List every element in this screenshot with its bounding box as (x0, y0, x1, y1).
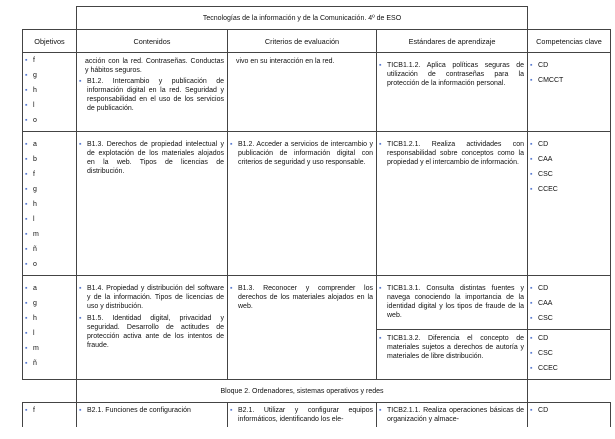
list-item: ▪ TICB1.2.1. Realiza actividades con responsabilidad sobre conceptos como la propiedad y el intercambio de información. (379, 141, 525, 166)
criterios-cell (228, 403, 377, 428)
list-item: ▪ TICB1.1.2. Aplica políticas seguras de utilización de contraseñas para la protección de la información personal. (379, 62, 525, 87)
curriculum-table (22, 6, 611, 428)
list-item: ▪ CMCCT (530, 77, 564, 84)
list-item: ▪ CD (530, 141, 549, 148)
list-item: ▪ f (25, 171, 35, 178)
block-heading-row (23, 380, 611, 403)
list-item: ▪ TICB1.3.2. Diferencia el concepto de materiales sujetos a derechos de autoría y materiales de libre distribución. (379, 335, 525, 360)
list-item: ▪ B1.3. Derechos de propiedad intelectual y de explotación de los materiales alojados en la web. Tipos de licencias de distribución. (79, 141, 224, 175)
competencias-cell (528, 330, 611, 380)
list-item: ▪ CD (530, 407, 549, 414)
table-row (23, 53, 611, 132)
criterios-cell (228, 276, 377, 380)
contenidos-cell (77, 53, 228, 132)
list-item: ▪ a (25, 285, 37, 292)
contenidos-cell (77, 276, 228, 380)
list-item: ▪ o (25, 117, 37, 124)
list-item: ▪ m (25, 231, 39, 238)
list-item: ▪ f (25, 407, 35, 414)
list-item: ▪ g (25, 186, 37, 193)
list-item: ▪ B1.5. Identidad digital, privacidad y seguridad. Desarrollo de actitudes de protección activa ante de los intentos de fraude. (79, 315, 224, 349)
title-row (23, 7, 611, 30)
list-item: ▪ g (25, 72, 37, 79)
list-item: ▪ CSC (530, 350, 553, 357)
list-item: ▪ B1.2. Acceder a servicios de intercambio y publicación de información digital con criterios de seguridad y uso responsable. (230, 141, 373, 166)
list-item: ▪ CSC (530, 171, 553, 178)
header-contenidos: Contenidos (77, 30, 228, 53)
header-row (23, 30, 611, 53)
contenidos-cell (77, 132, 228, 276)
list-item: ▪ m (25, 345, 39, 352)
competencias-cell (528, 132, 611, 276)
header-competencias: Competencias clave (528, 30, 611, 53)
table-row (23, 132, 611, 276)
list-item: ▪ f (25, 57, 35, 64)
list-item: ▪ B1.3. Reconocer y comprender los derechos de los materiales alojados en la web. (230, 285, 373, 310)
table-row (23, 403, 611, 428)
list-item: ▪ CSC (530, 315, 553, 322)
list-item: ▪ ñ (25, 360, 37, 367)
header-criterios: Criterios de evaluación (228, 30, 377, 53)
criterios-cell (228, 132, 377, 276)
competencias-cell (528, 53, 611, 132)
block-heading: Bloque 2. Ordenadores, sistemas operativos y redes (77, 380, 528, 403)
objetivos-cell (23, 276, 77, 380)
list-item: ▪ B2.1. Utilizar y configurar equipos informáticos, identificando los ele- (230, 407, 373, 423)
table-title: Tecnologías de la información y de la Comunicación. 4º de ESO (77, 7, 528, 30)
list-item: ▪ CCEC (530, 186, 558, 193)
estandares-cell (377, 330, 528, 380)
objetivos-cell (23, 403, 77, 428)
list-item: ▪ ñ (25, 246, 37, 253)
estandares-cell (377, 403, 528, 428)
list-item: ▪ B2.1. Funciones de configuración (79, 407, 191, 414)
estandares-cell (377, 132, 528, 276)
objetivos-cell (23, 53, 77, 132)
list-item: ▪ g (25, 300, 37, 307)
list-item: ▪ B1.2. Intercambio y publicación de información digital en la red. Seguridad y responsabilidad en el uso de los servicios de publicación. (79, 78, 224, 112)
list-item: ▪ TICB1.3.1. Consulta distintas fuentes y navega conociendo la importancia de la identidad digital y los tipos de fraude de la web. (379, 285, 525, 319)
header-estandares: Estándares de aprendizaje (377, 30, 528, 53)
list-item: ▪ l (25, 330, 35, 337)
table-row (23, 276, 611, 330)
list-item: ▪ CAA (530, 300, 553, 307)
list-item: ▪ b (25, 156, 37, 163)
list-item: ▪ h (25, 315, 37, 322)
list-item: ▪ h (25, 201, 37, 208)
competencias-cell (528, 276, 611, 330)
list-item: ▪ CAA (530, 156, 553, 163)
list-item: ▪ h (25, 87, 37, 94)
list-item: ▪ CD (530, 335, 549, 342)
estandares-cell (377, 53, 528, 132)
list-item: ▪ CCEC (530, 365, 558, 372)
list-item: ▪ CD (530, 62, 549, 69)
list-item: ▪ TICB2.1.1. Realiza operaciones básicas de organización y almace- (379, 407, 525, 423)
list-item: ▪ l (25, 102, 35, 109)
objetivos-cell (23, 132, 77, 276)
competencias-cell (528, 403, 611, 428)
estandares-cell (377, 276, 528, 330)
list-item: ▪ o (25, 261, 37, 268)
list-item: ▪ l (25, 216, 35, 223)
header-objetivos: Objetivos (23, 30, 77, 53)
list-item: ▪ B1.4. Propiedad y distribución del software y de la información. Tipos de licencias de uso y distribución. (79, 285, 224, 310)
criterios-cell: vivo en su interacción en la red. (228, 53, 377, 132)
list-item: ▪ a (25, 141, 37, 148)
contenidos-cell (77, 403, 228, 428)
list-item: ▪ CD (530, 285, 549, 292)
contenido-continuation: acción con la red. Contraseñas. Conductas y hábitos seguros. (85, 58, 224, 74)
